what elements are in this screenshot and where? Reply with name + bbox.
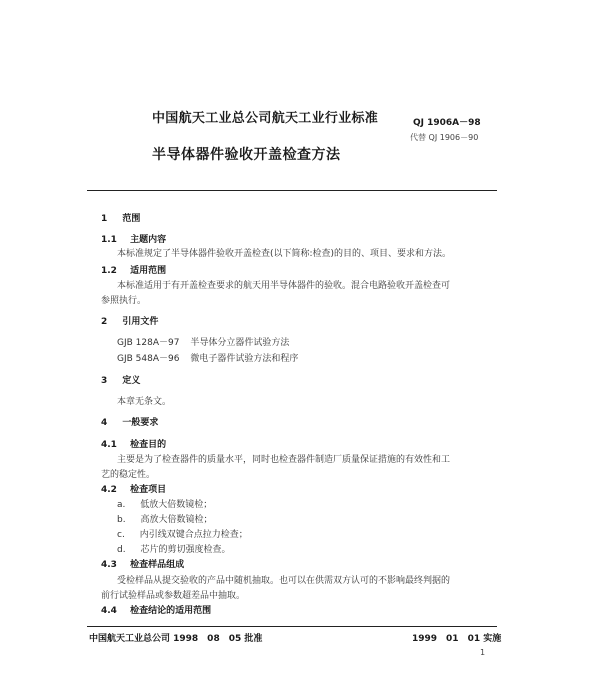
section-4-3-text-line1: 受检样品从提交验收的产品中随机抽取。也可以在供需双方认可的不影响最终判据的	[117, 576, 451, 586]
section-4-1-text-line1: 主要是为了检查器件的质量水平，同时也检查器件制造厂质量保证措施的有效性和工	[117, 455, 451, 465]
section-1-2-heading: 1.2 适用范围	[101, 266, 167, 276]
section-1-2-text-line1: 本标准适用于有开盖检查要求的航天用半导体器件的验收。混合电路验收开盖检查可	[117, 281, 451, 291]
footer-divider	[87, 626, 497, 627]
section-1-heading: 1 范围	[101, 214, 141, 224]
list-item: c. 内引线双键合点拉力检查；	[117, 530, 248, 540]
section-4-4-heading: 4.4 检查结论的适用范围	[101, 606, 212, 616]
implementation-date: 1999 01 01 实施	[412, 634, 502, 644]
document-title: 半导体器件验收开盖检查方法	[152, 147, 341, 163]
list-item: d. 芯片的剪切强度检查。	[117, 545, 231, 555]
section-3-text: 本章无条文。	[117, 397, 172, 407]
list-item: a. 低放大倍数镜检；	[117, 500, 213, 510]
reference-1: GJB 128A－97 半导体分立器件试验方法	[117, 338, 290, 348]
section-4-3-heading: 4.3 检查样品组成	[101, 560, 185, 570]
reference-2: GJB 548A－96 微电子器件试验方法和程序	[117, 354, 299, 364]
section-4-1-heading: 4.1 检查目的	[101, 440, 167, 450]
section-2-heading: 2 引用文件	[101, 317, 159, 327]
list-item: b. 高放大倍数镜检；	[117, 515, 213, 525]
page-number: 1	[480, 648, 486, 657]
standard-code: QJ 1906A－98	[413, 118, 481, 128]
section-4-2-heading: 4.2 检查项目	[101, 485, 167, 495]
section-1-2-text-line2: 参照执行。	[101, 296, 147, 306]
section-1-1-heading: 1.1 主题内容	[101, 235, 167, 245]
replaces-standard: 代替 QJ 1906－90	[410, 133, 479, 142]
organization-title: 中国航天工业总公司航天工业行业标准	[152, 111, 379, 126]
section-4-1-text-line2: 艺的稳定性。	[101, 470, 156, 480]
section-3-heading: 3 定义	[101, 376, 141, 386]
approval-date: 中国航天工业总公司 1998 08 05 批准	[89, 634, 263, 644]
section-4-3-text-line2: 前行试验样品或参数超差品中抽取。	[101, 591, 246, 601]
header-divider	[87, 190, 497, 191]
section-1-1-text: 本标准规定了半导体器件验收开盖检查(以下简称:检查)的目的、项目、要求和方法。	[117, 249, 452, 259]
section-4-heading: 4 一般要求	[101, 418, 159, 428]
